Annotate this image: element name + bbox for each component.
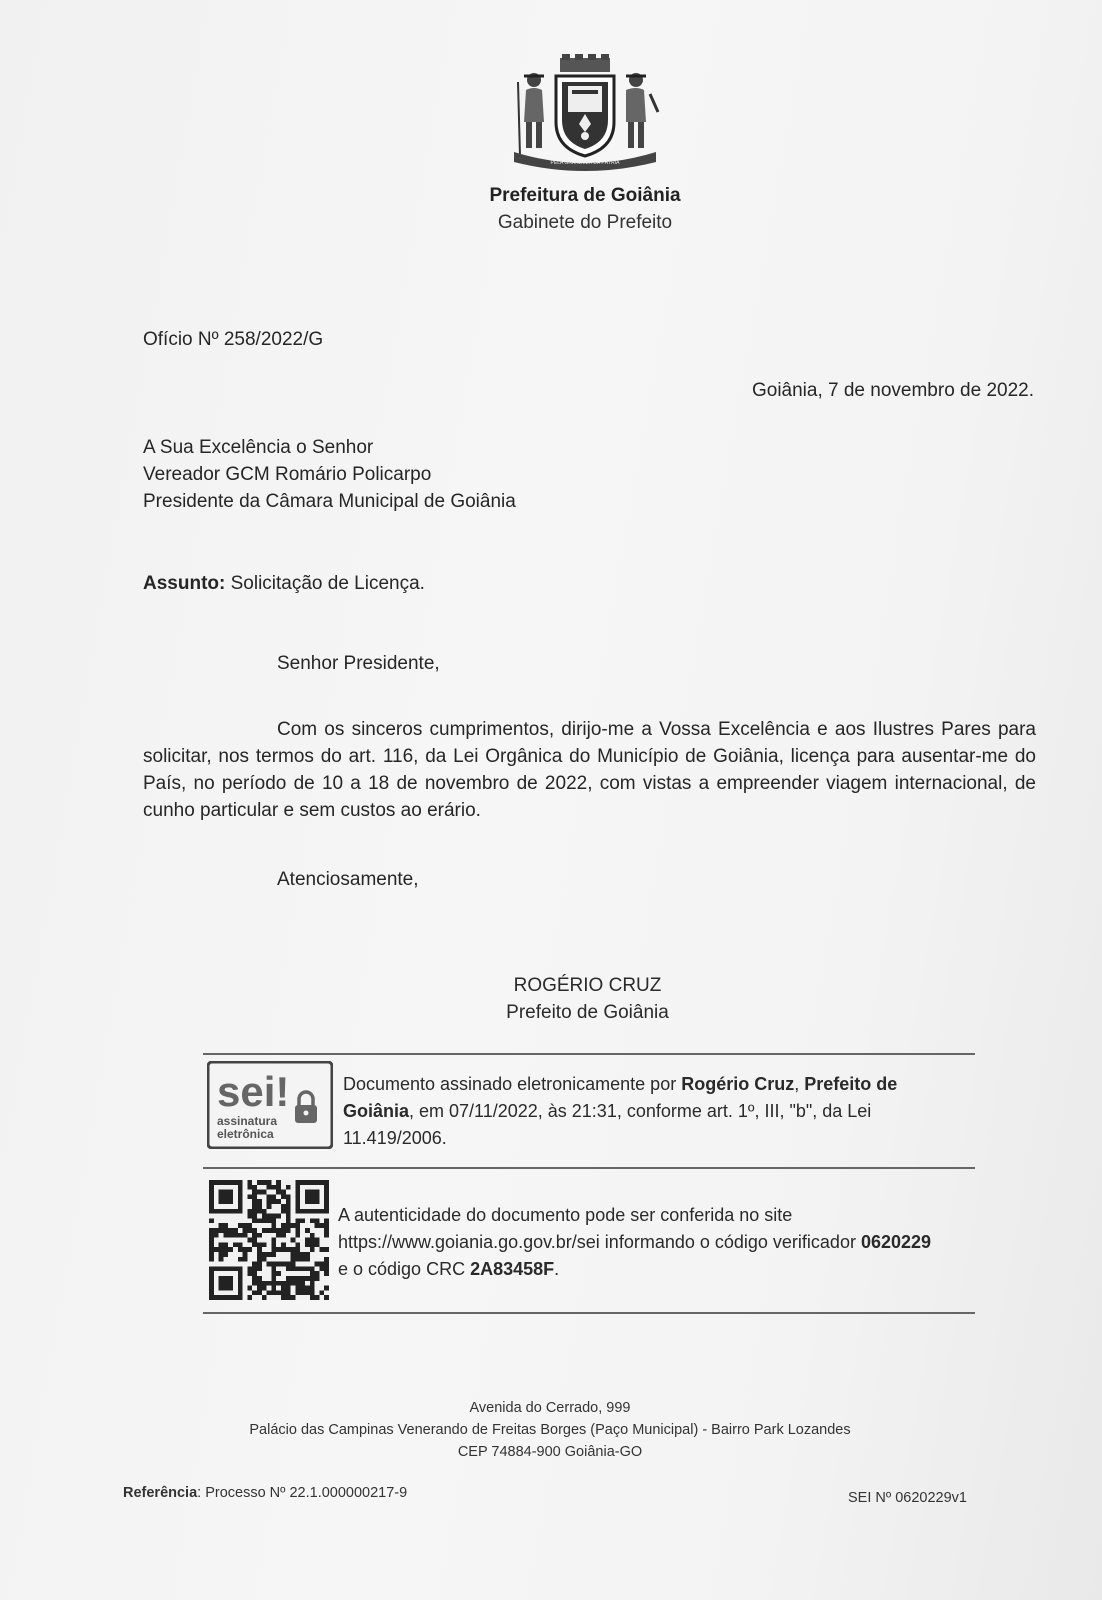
- signature-text-part: , em 07/11/2022, às 21:31, conforme art. 1º, III, "b", da Lei 11.419/2006.: [343, 1101, 872, 1148]
- divider: [203, 1167, 975, 1169]
- authenticity-text-part: e o código CRC: [338, 1259, 471, 1279]
- reference-text: : Processo Nº 22.1.000000217-9: [197, 1485, 408, 1501]
- divider: [203, 1053, 975, 1055]
- signer-name: ROGÉRIO CRUZ: [513, 975, 662, 996]
- institution-title: Prefeitura de Goiânia: [489, 185, 681, 206]
- reference-label: Referência: [123, 1485, 198, 1501]
- subject-line: [143, 570, 425, 597]
- salutation: Senhor Presidente,: [277, 653, 440, 674]
- signature-role: Prefeito de Goiânia: [343, 1074, 898, 1121]
- divider: [203, 1312, 975, 1314]
- sei-logo-text: sei!: [217, 1068, 290, 1115]
- sei-logo-sub: eletrônica: [217, 1127, 274, 1141]
- verifier-code: 0620229: [860, 1232, 932, 1252]
- recipient-block: [143, 434, 516, 515]
- authenticity-text-part: A autenticidade do documento pode ser conferida no site https://www.goiania.go.gov.br/sei informando o código verificador: [338, 1205, 861, 1252]
- sei-logo-sub: assinatura: [217, 1114, 278, 1128]
- crc-code: 2A83458F: [470, 1259, 555, 1279]
- recipient-line: A Sua Excelência o Senhor: [143, 437, 374, 458]
- signer-block: [0, 972, 1102, 1026]
- sei-number: SEI Nº 0620229v1: [848, 1490, 967, 1506]
- recipient-line: Vereador GCM Romário Policarpo: [143, 464, 432, 485]
- signer-title: Prefeito de Goiânia: [506, 1002, 669, 1023]
- recipient-line: Presidente da Câmara Municipal de Goiânia: [143, 491, 516, 512]
- footer-address: [0, 1397, 1100, 1463]
- crest-motto: PELA GRANDEZA DA PÁTRIA: [550, 160, 620, 166]
- signature-text-part: Documento assinado eletronicamente por: [343, 1074, 682, 1094]
- signature-text-part: ,: [794, 1074, 805, 1094]
- department-subtitle: Gabinete do Prefeito: [497, 212, 673, 233]
- letter-body-text: Com os sinceros cumprimentos, dirijo-me a Vossa Excelência e aos Ilustres Pares para solicitar, nos termos do art. 116, da Lei Orgânica do Município de Goiânia, licença para ausentar-me do País, no período de 10 a 18 de novembro de 2022, com vistas a empreender viagem internacional, de cunho particular e sem custos ao erário.: [143, 719, 1036, 821]
- letter-number: Ofício Nº 258/2022/G: [143, 329, 324, 350]
- letter-body: [143, 716, 1036, 824]
- subject-label: Assunto:: [143, 573, 226, 594]
- closing: Atenciosamente,: [277, 869, 419, 890]
- authenticity-text: [338, 1202, 938, 1283]
- signature-signer: Rogério Cruz: [681, 1074, 795, 1094]
- electronic-signature-text: [343, 1071, 943, 1152]
- authenticity-text-part: .: [554, 1259, 560, 1279]
- reference: [123, 1485, 407, 1501]
- subject-text: Solicitação de Licença.: [230, 573, 425, 594]
- address-line: Palácio das Campinas Venerando de Freitas Borges (Paço Municipal) - Bairro Park Lozandes: [249, 1422, 851, 1438]
- address-line: Avenida do Cerrado, 999: [469, 1400, 631, 1416]
- address-line: CEP 74884-900 Goiânia-GO: [457, 1444, 643, 1460]
- qr-code-icon: [209, 1180, 329, 1300]
- sei-signature-logo: [207, 1061, 333, 1149]
- city-crest-icon: [510, 52, 660, 176]
- letter-date: Goiânia, 7 de novembro de 2022.: [751, 380, 1034, 401]
